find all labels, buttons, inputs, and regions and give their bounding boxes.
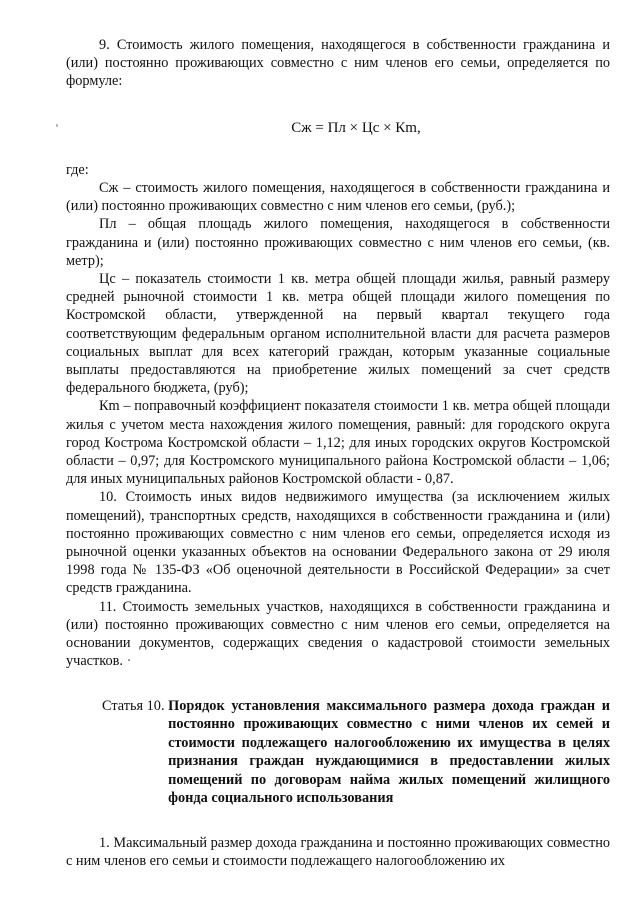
paragraph-11 <box>66 598 610 671</box>
article-10-paragraph-1: 1. Максимальный размер дохода гражданина и постоянно проживающих совместно с ним членов его семьи и стоимости подлежащего налогообложению их <box>66 835 610 870</box>
scan-speck <box>56 124 58 127</box>
definition-pl: Пл – общая площадь жилого помещения, находящегося в собственности гражданина и (или) постоянно проживающих совместно с ним членов его семьи, (кв. метр); <box>66 216 610 269</box>
paragraph-11-text: 11. Стоимость земельных участков, находящихся в собственности гражданина и (или) постоянно проживающих совместно с ним членов его семьи, определяется на основании документов, содержащих сведения о кадастровой стоимости земельных участков. <box>66 598 610 670</box>
article-10-heading <box>66 697 610 809</box>
where-label: где: <box>66 161 89 178</box>
paragraph-9: 9. Стоимость жилого помещения, находящегося в собственности гражданина и (или) постоянно проживающих совместно с ним членов его семьи, определяется по формуле: <box>66 37 610 90</box>
article-title: Порядок установления максимального размера дохода граждан и постоянно проживающих совместно с ними членов их семей и стоимости подлежащего налогообложению их имущества в целях признания граждан нуждающимися в предоставлении жилых помещений по договорам найма жилых помещений жилищного фонда социального использования <box>168 697 610 807</box>
formula: Сж = Пл × Цс × Кm, <box>291 119 421 136</box>
definition-km: Кm – поправочный коэффициент показателя стоимости 1 кв. метра общей площади жилья с учетом места нахождения жилого помещения, равный: для городского округа город Кострома Костромской области – 1,12; для иных городских округов Костромской области – 0,97; для Костромского муниципального района Костромской области – 1,06; для иных муниципальных районов Костромской области - 0,87. <box>66 398 610 488</box>
definition-cs: Цс – показатель стоимости 1 кв. метра общей площади жилья, равный размеру средней рыночной стоимости 1 кв. метра общей площади жилого помещения по Костромской области, утвержденной на первый квартал текущего года соответствующим федеральным органом исполнительной власти для расчета размеров социальных выплат для всех категорий граждан, которым указанные социальные выплаты предоставляются на приобретение жилых помещений за счет средств федерального бюджета, (руб); <box>66 271 610 397</box>
article-number: Статья 10. <box>102 697 169 714</box>
paragraph-10: 10. Стоимость иных видов недвижимого имущества (за исключением жилых помещений), транспортных средств, находящихся в собственности гражданина и (или) постоянно проживающих совместно с ним членов его семьи, определяется исходя из рыночной оценки указанных объектов на основании Федерального закона от 29 июля 1998 года № 135-ФЗ «Об оценочной деятельности в Российской Федерации» за счет средств гражданина. <box>66 489 610 597</box>
paragraph-11-mark: · <box>126 653 132 670</box>
definition-cz: Сж – стоимость жилого помещения, находящегося в собственности гражданина и (или) постоянно проживающих совместно с ним членов его семьи, (руб.); <box>66 180 610 215</box>
